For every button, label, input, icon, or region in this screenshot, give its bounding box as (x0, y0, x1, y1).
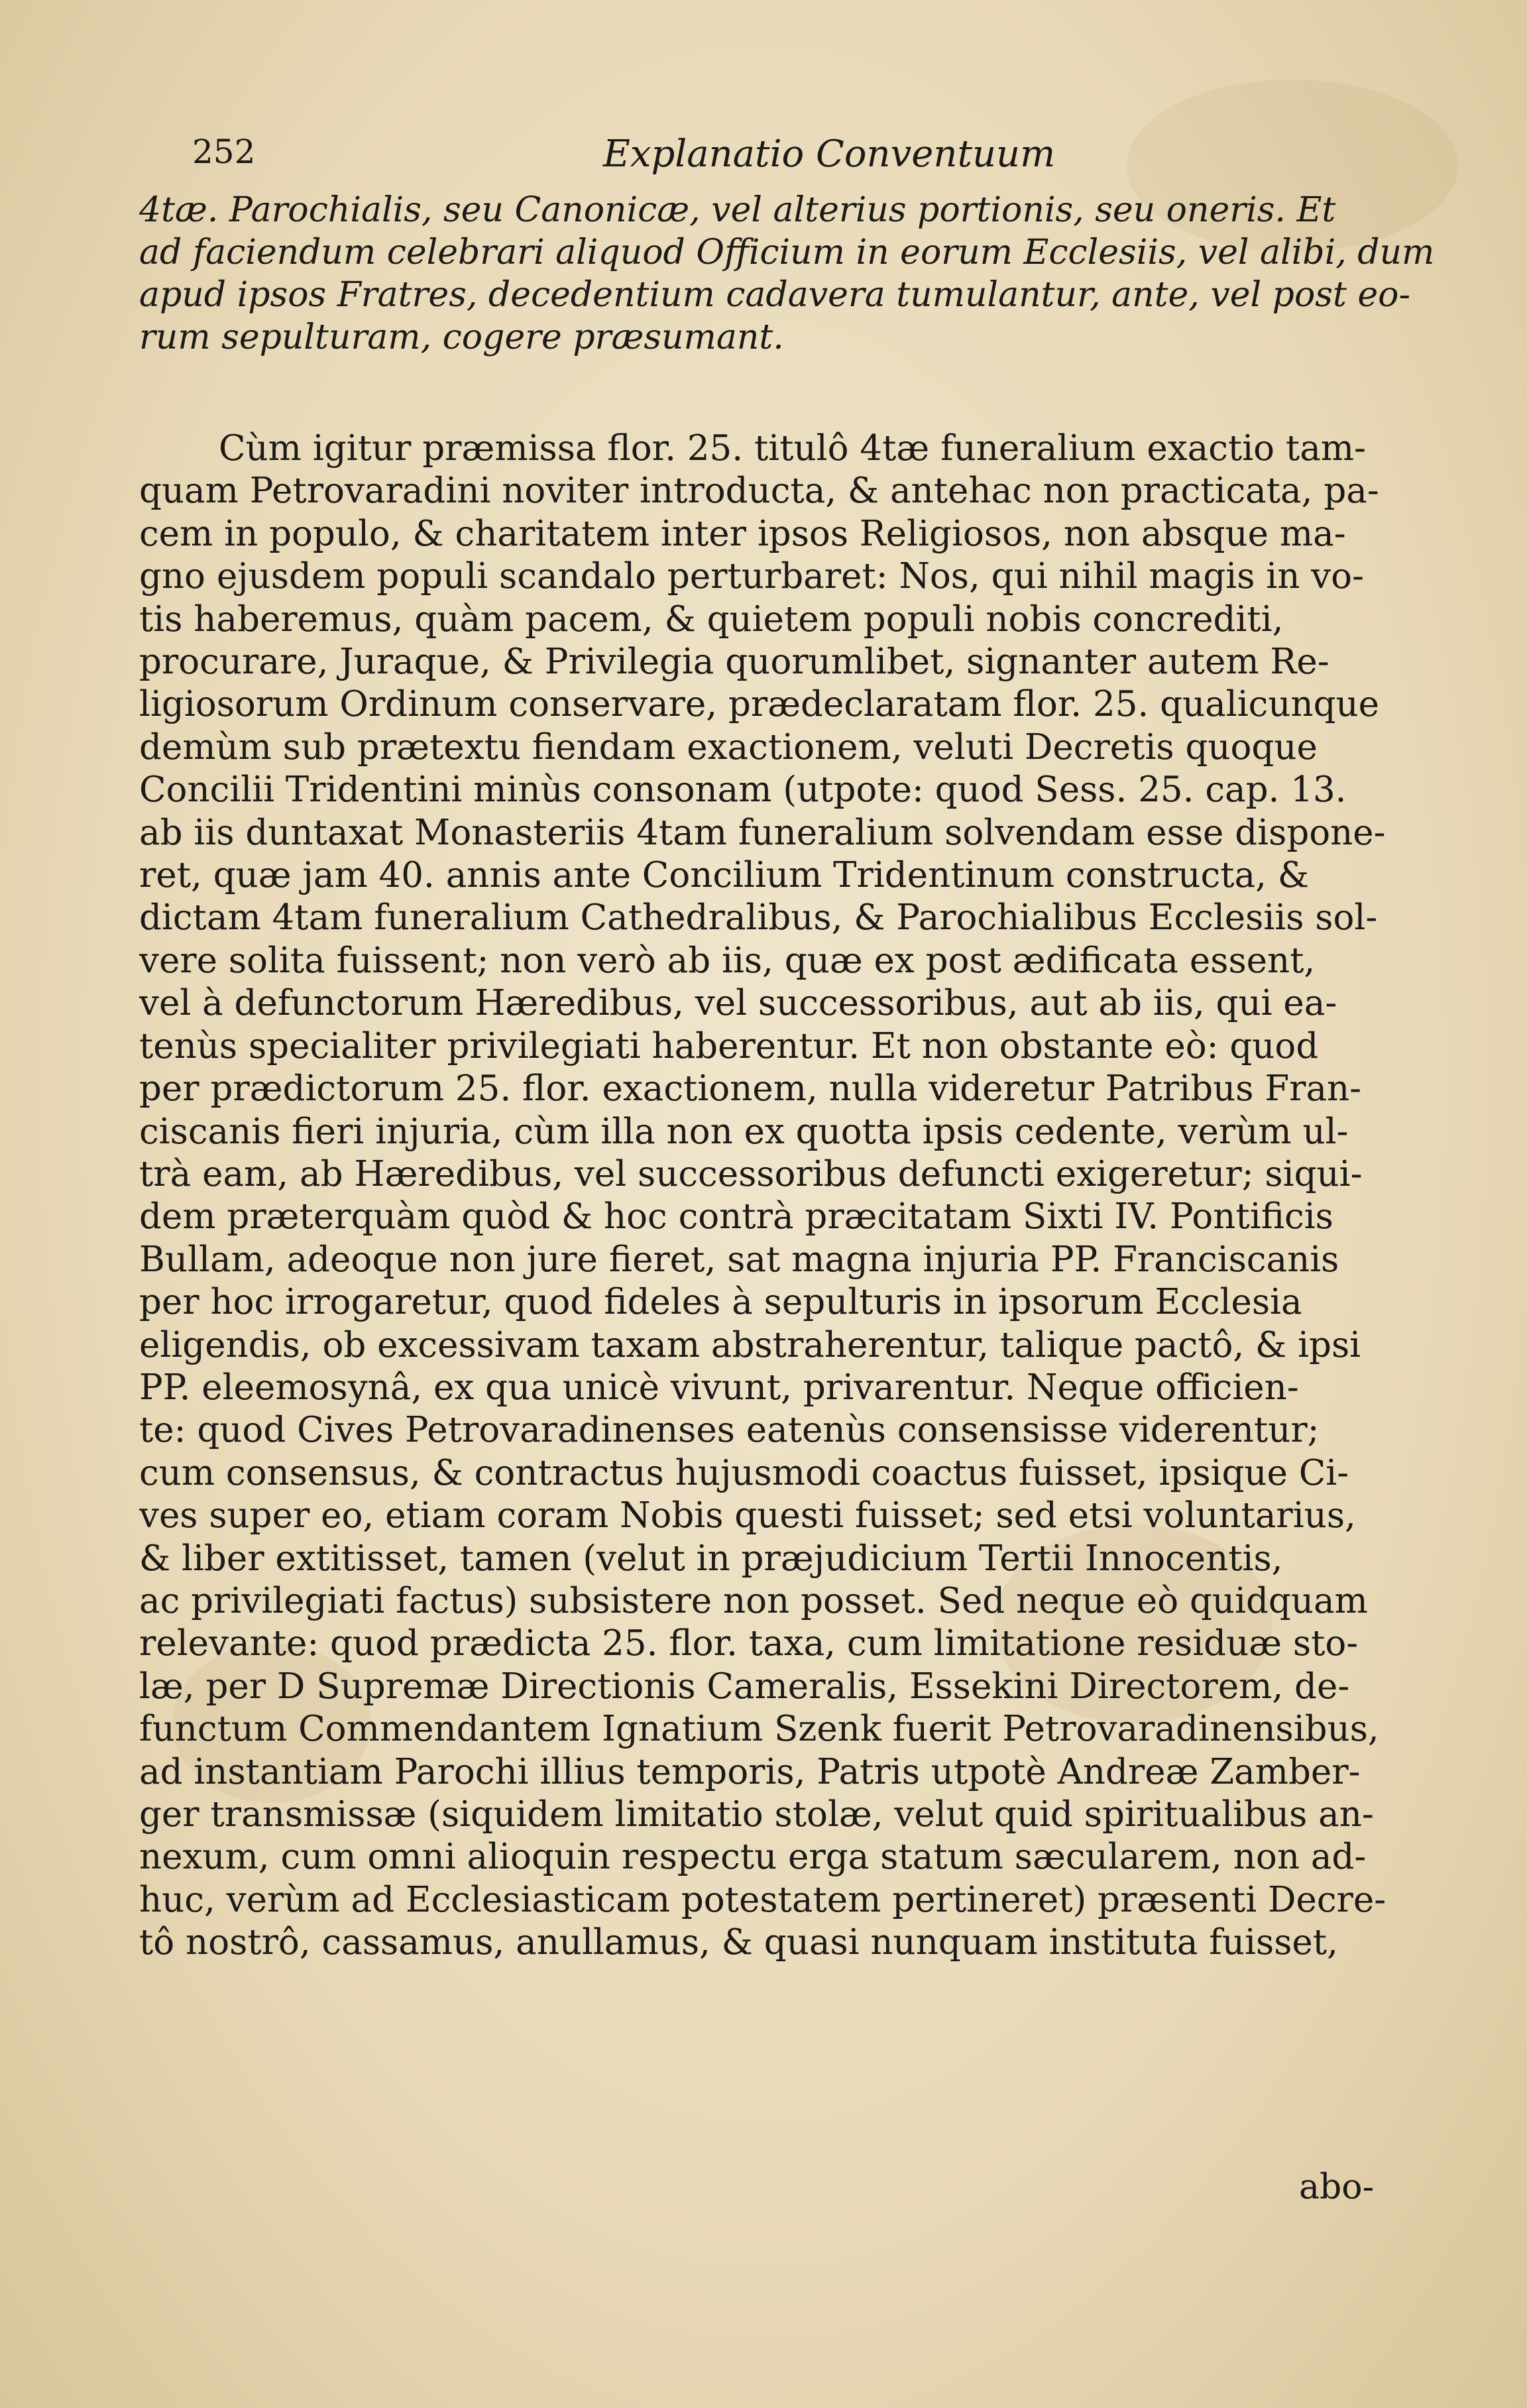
text-line: apud ipsos Fratres, decedentium cadavera tumulantur, ante, vel post eo- (139, 275, 1411, 315)
text-line: ves super eo, etiam coram Nobis questi fuisset; sed etsi voluntarius, (139, 1495, 1356, 1536)
text-line: tenùs specialiter privilegiati haberentur. Et non obstante eò: quod (139, 1025, 1319, 1066)
text-line: per prædictorum 25. flor. exactionem, nulla videretur Patribus Fran- (139, 1068, 1362, 1110)
text-line: Bullam, adeoque non jure fieret, sat magna injuria PP. Franciscanis (139, 1239, 1339, 1280)
text-line: quam Petrovaradini noviter introducta, & antehac non practicata, pa- (139, 471, 1379, 512)
text-line: functum Commendantem Ignatium Szenk fuerit Petrovaradinensibus, (139, 1709, 1379, 1750)
text-line: huc, verùm ad Ecclesiasticam potestatem pertineret) præsenti Decre- (139, 1879, 1386, 1920)
text-line: nexum, cum omni alioquin respectu erga statum sæcularem, non ad- (139, 1837, 1367, 1878)
text-line: PP. eleemosynâ, ex qua unicè vivunt, privarentur. Neque officien- (139, 1367, 1299, 1408)
text-line: eligendis, ob excessivam taxam abstraherentur, talique pactô, & ipsi (139, 1324, 1361, 1365)
text-line: ligiosorum Ordinum conservare, prædeclaratam flor. 25. qualicunque (139, 684, 1380, 725)
text-line: Concilii Tridentini minùs consonam (utpote: quod Sess. 25. cap. 13. (139, 770, 1347, 811)
text-line: ger transmissæ (siquidem limitatio stolæ, velut quid spiritualibus an- (139, 1794, 1374, 1835)
text-line: rum sepulturam, cogere præsumant. (139, 317, 784, 357)
text-line: tô nostrô, cassamus, anullamus, & quasi nunquam instituta fuisset, (139, 1922, 1338, 1963)
catchword: abo- (1299, 2167, 1375, 2207)
text-line: ciscanis fieri injuria, cùm illa non ex quotta ipsis cedente, verùm ul- (139, 1111, 1349, 1152)
text-line: 4tæ. Parochialis, seu Canonicæ, vel alterius portionis, seu oneris. Et (139, 190, 1336, 230)
text-line: trà eam, ab Hæredibus, vel successoribus defuncti exigeretur; siqui- (139, 1153, 1363, 1194)
text-line: tis haberemus, quàm pacem, & quietem populi nobis concrediti, (139, 599, 1284, 640)
text-line: gno ejusdem populi scandalo perturbaret: Nos, qui nihil magis in vo- (139, 556, 1364, 597)
body-text (139, 428, 1451, 1965)
running-head: Explanatio Conventuum (603, 133, 1056, 176)
text-line: ac privilegiati factus) subsistere non posset. Sed neque eò quidquam (139, 1580, 1368, 1621)
page-number: 252 (192, 133, 256, 171)
text-line: Cùm igitur præmissa flor. 25. titulô 4tæ funeralium exactio tam- (219, 428, 1366, 469)
text-line: cem in populo, & charitatem inter ipsos Religiosos, non absque ma- (139, 513, 1346, 554)
text-line: vere solita fuissent; non verò ab iis, quæ ex post ædificata essent, (139, 940, 1316, 981)
text-line: vel à defunctorum Hæredibus, vel successoribus, aut ab iis, qui ea- (139, 983, 1337, 1024)
text-line: ab iis duntaxat Monasteriis 4tam funeralium solvendam esse dispone- (139, 812, 1386, 853)
text-line: dictam 4tam funeralium Cathedralibus, & Parochialibus Ecclesiis sol- (139, 897, 1378, 939)
text-line: ad faciendum celebrari aliquod Officium in eorum Ecclesiis, vel alibi, dum (139, 233, 1435, 272)
text-line: & liber extitisset, tamen (velut in præjudicium Tertii Innocentis, (139, 1538, 1283, 1579)
text-line: demùm sub prætextu fiendam exactionem, veluti Decretis quoque (139, 726, 1318, 768)
text-line: te: quod Cives Petrovaradinenses eatenùs consensisse viderentur; (139, 1410, 1320, 1451)
page-header (192, 133, 1438, 179)
text-line: læ, per D Supremæ Directionis Cameralis, Essekini Directorem, de- (139, 1666, 1350, 1707)
text-line: procurare, Juraque, & Privilegia quorumlibet, signanter autem Re- (139, 642, 1329, 683)
text-line: cum consensus, & contractus hujusmodi coactus fuisset, ipsique Ci- (139, 1452, 1349, 1493)
text-line: relevante: quod prædicta 25. flor. taxa, cum limitatione residuæ sto- (139, 1623, 1359, 1664)
text-line: dem præterquàm quòd & hoc contrà præcitatam Sixti IV. Pontificis (139, 1196, 1333, 1237)
text-line: per hoc irrogaretur, quod fideles à sepulturis in ipsorum Ecclesia (139, 1282, 1302, 1323)
text-line: ret, quæ jam 40. annis ante Concilium Tridentinum constructa, & (139, 855, 1309, 896)
italic-passage (139, 189, 1438, 359)
text-line: ad instantiam Parochi illius temporis, Patris utpotè Andreæ Zamber- (139, 1751, 1361, 1792)
